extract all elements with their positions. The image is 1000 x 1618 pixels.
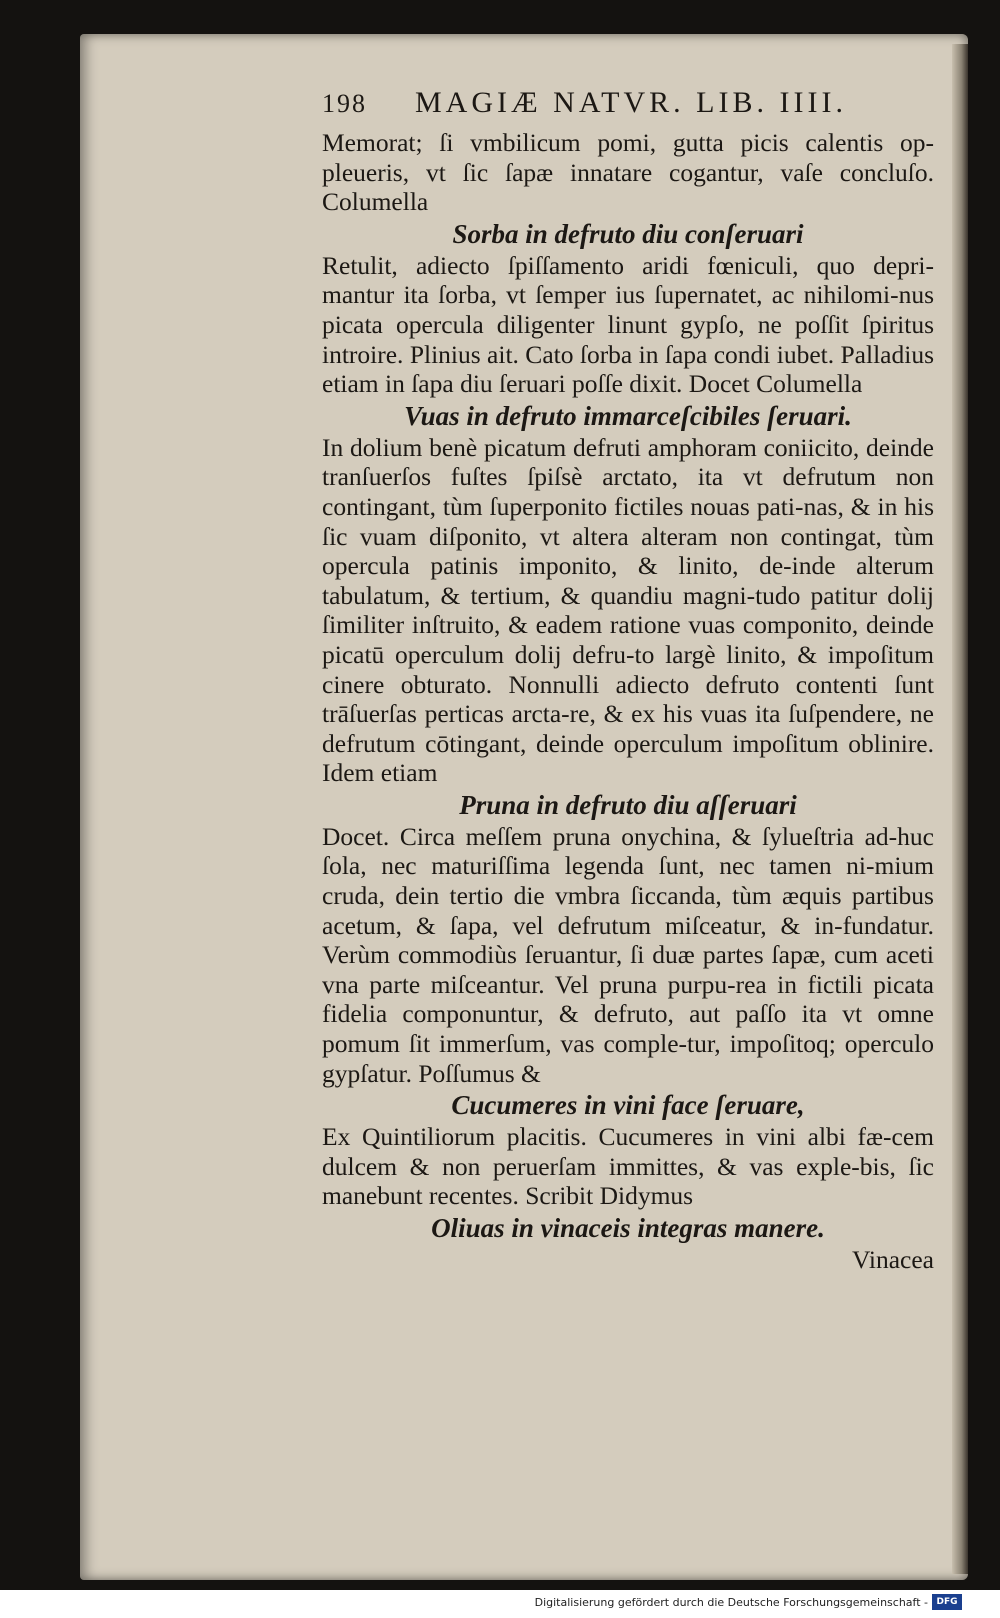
running-head-title: MAGIÆ NATVR. LIB. IIII. <box>415 86 847 119</box>
catchword: Vinacea <box>852 1245 934 1274</box>
section-title-oliuas: Oliuas in vinaceis integras manere. <box>431 1213 825 1243</box>
text-block <box>322 86 934 1275</box>
section-title-vuas: Vuas in defruto immarceſcibiles ſeruari. <box>404 400 852 431</box>
footer-bar <box>0 1590 1000 1618</box>
paragraph-cucumeres: Ex Quintiliorum placitis. Cucumeres in vini albi fæ‐cem dulcem & non peruerſam immittes, & vas exple‐bis, ſic manebunt recentes. Scribit Didymus <box>322 1122 934 1211</box>
section-title-cucumeres: Cucumeres in vini face ſeruare, <box>451 1090 805 1121</box>
page-edge <box>952 44 968 1574</box>
dfg-logo-icon: DFG <box>932 1594 962 1610</box>
paragraph-pruna: Docet. Circa meſſem pruna onychina, & ſylueſtria ad‐huc ſola, nec maturiſſima legenda ſunt, nec tamen ni‐mium cruda, dein tertio die vmbra ſiccanda, tùm æquis partibus acetum, & ſapa, vel defrutum miſceatur, & in‐fundatur. Verùm commodiùs ſeruantur, ſi duæ partes ſapæ, cum aceti vna parte miſceantur. Vel pruna purpu‐rea in fictili picata fidelia componuntur, & defruto, aut paſſo ita vt omne pomum ſit immerſum, vas comple‐tur, impoſitoq; operculo gypſatur. Poſſumus & <box>322 821 934 1088</box>
paragraph-memorat: Memorat; ſi vmbilicum pomi, gutta picis calentis op‐pleueris, vt ſic ſapæ innatare cogantur, vaſe concluſo. Columella <box>322 128 934 217</box>
page-number: 198 <box>322 89 367 118</box>
running-head <box>322 86 934 128</box>
paragraph-vuas: In dolium benè picatum defruti amphoram coniicito, deinde tranſuerſos fuſtes ſpiſsè arctato, ita vt defrutum non contingant, tùm ſuperponito fictiles nouas pati‐nas, & in his ſic vuam diſponito, vt altera alteram non contingat, tùm opercula patinis imponito, & linito, de‐inde alterum tabulatum, & tertium, & quandiu magni‐tudo patitur dolij ſimiliter inſtruito, & eadem ratione vuas componito, deinde picatū operculum dolij defru‐to largè linito, & impoſitum cinere obturato. Nonnulli adiecto defruto contenti ſunt trāſuerſas perticas arcta‐re, & ex his vuas ita ſuſpendere, ne defrutum cōtingant, deinde operculum impoſitum oblinire. Idem etiam <box>322 432 934 788</box>
section-title-sorba: Sorba in defruto diu conſeruari <box>452 218 804 249</box>
paragraph-sorba: Retulit, adiecto ſpiſſamento aridi fœniculi, quo depri‐mantur ita ſorba, vt ſemper ius ſupernatet, ac nihilomi‐nus picata opercula diligenter linunt gypſo, ne poſſit ſpiritus introire. Plinius ait. Cato ſorba in ſapa condi iubet. Palladius etiam in ſapa diu ſeruari poſſe dixit. Docet Columella <box>322 250 934 399</box>
section-title-pruna: Pruna in defruto diu aſſeruari <box>459 789 797 820</box>
footer-credit: Digitalisierung gefördert durch die Deutsche Forschungsgemeinschaft - <box>534 1596 928 1609</box>
